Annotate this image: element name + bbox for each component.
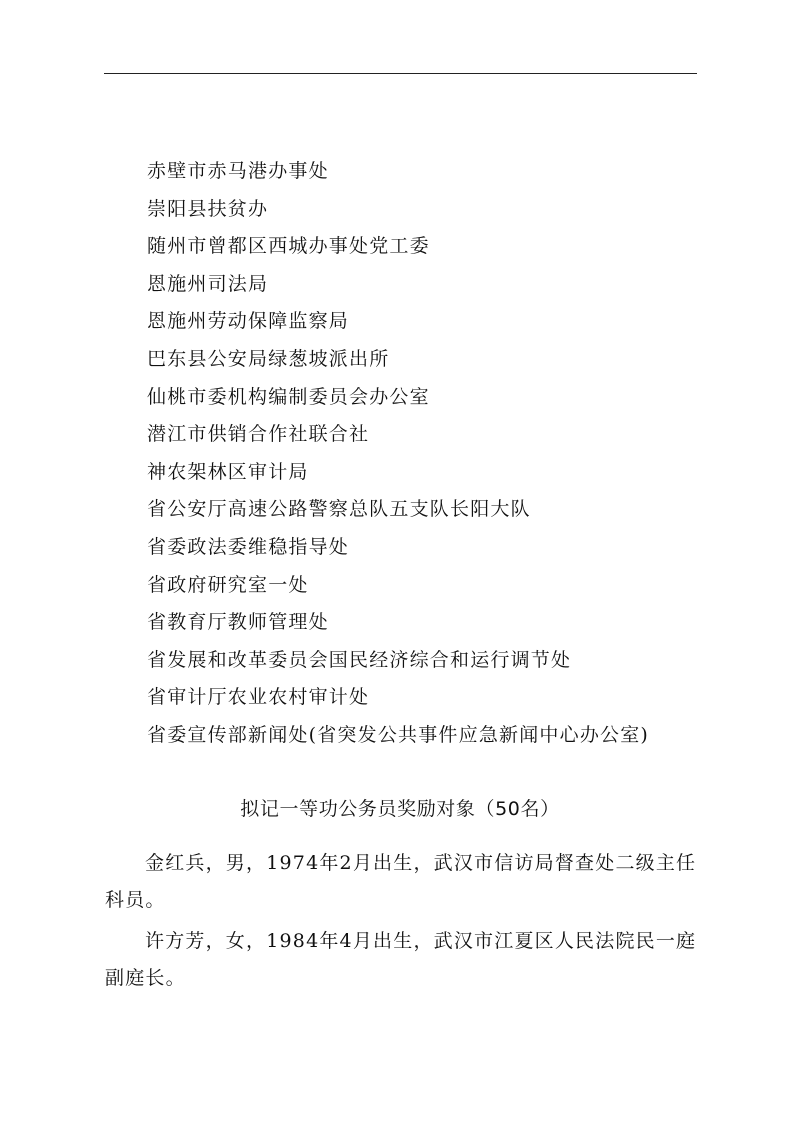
unit-item: 崇阳县扶贫办 [147, 197, 269, 220]
unit-item: 恩施州司法局 [147, 272, 269, 295]
unit-item: 随州市曾都区西城办事处党工委 [147, 235, 430, 258]
unit-item: 巴东县公安局绿葱坡派出所 [147, 347, 390, 370]
unit-item: 恩施州劳动保障监察局 [147, 310, 350, 333]
unit-item: 省政府研究室一处 [147, 573, 309, 596]
unit-item: 省公安厅高速公路警察总队五支队长阳大队 [147, 498, 531, 521]
unit-item: 省委宣传部新闻处(省突发公共事件应急新闻中心办公室) [147, 723, 650, 746]
header-rule [104, 73, 697, 74]
unit-item: 神农架林区审计局 [147, 460, 309, 483]
unit-item: 潜江市供销合作社联合社 [147, 423, 370, 446]
unit-item: 省发展和改革委员会国民经济综合和运行调节处 [147, 648, 572, 671]
award-entries [105, 845, 705, 1001]
unit-item: 省教育厅教师管理处 [147, 611, 329, 634]
unit-item: 省审计厅农业农村审计处 [147, 686, 370, 709]
unit-item: 赤壁市赤马港办事处 [147, 160, 329, 182]
unit-item: 仙桃市委机构编制委员会办公室 [147, 385, 430, 408]
section-heading: 拟记一等功公务员奖励对象（50名） [240, 798, 560, 820]
award-entry: 许方芳，女，1984年4月出生，武汉市江夏区人民法院民一庭副庭长。 [105, 930, 697, 989]
unit-item: 省委政法委维稳指导处 [147, 535, 350, 558]
unit-list [147, 156, 649, 758]
award-entry: 金红兵，男，1974年2月出生，武汉市信访局督查处二级主任科员。 [105, 852, 697, 911]
